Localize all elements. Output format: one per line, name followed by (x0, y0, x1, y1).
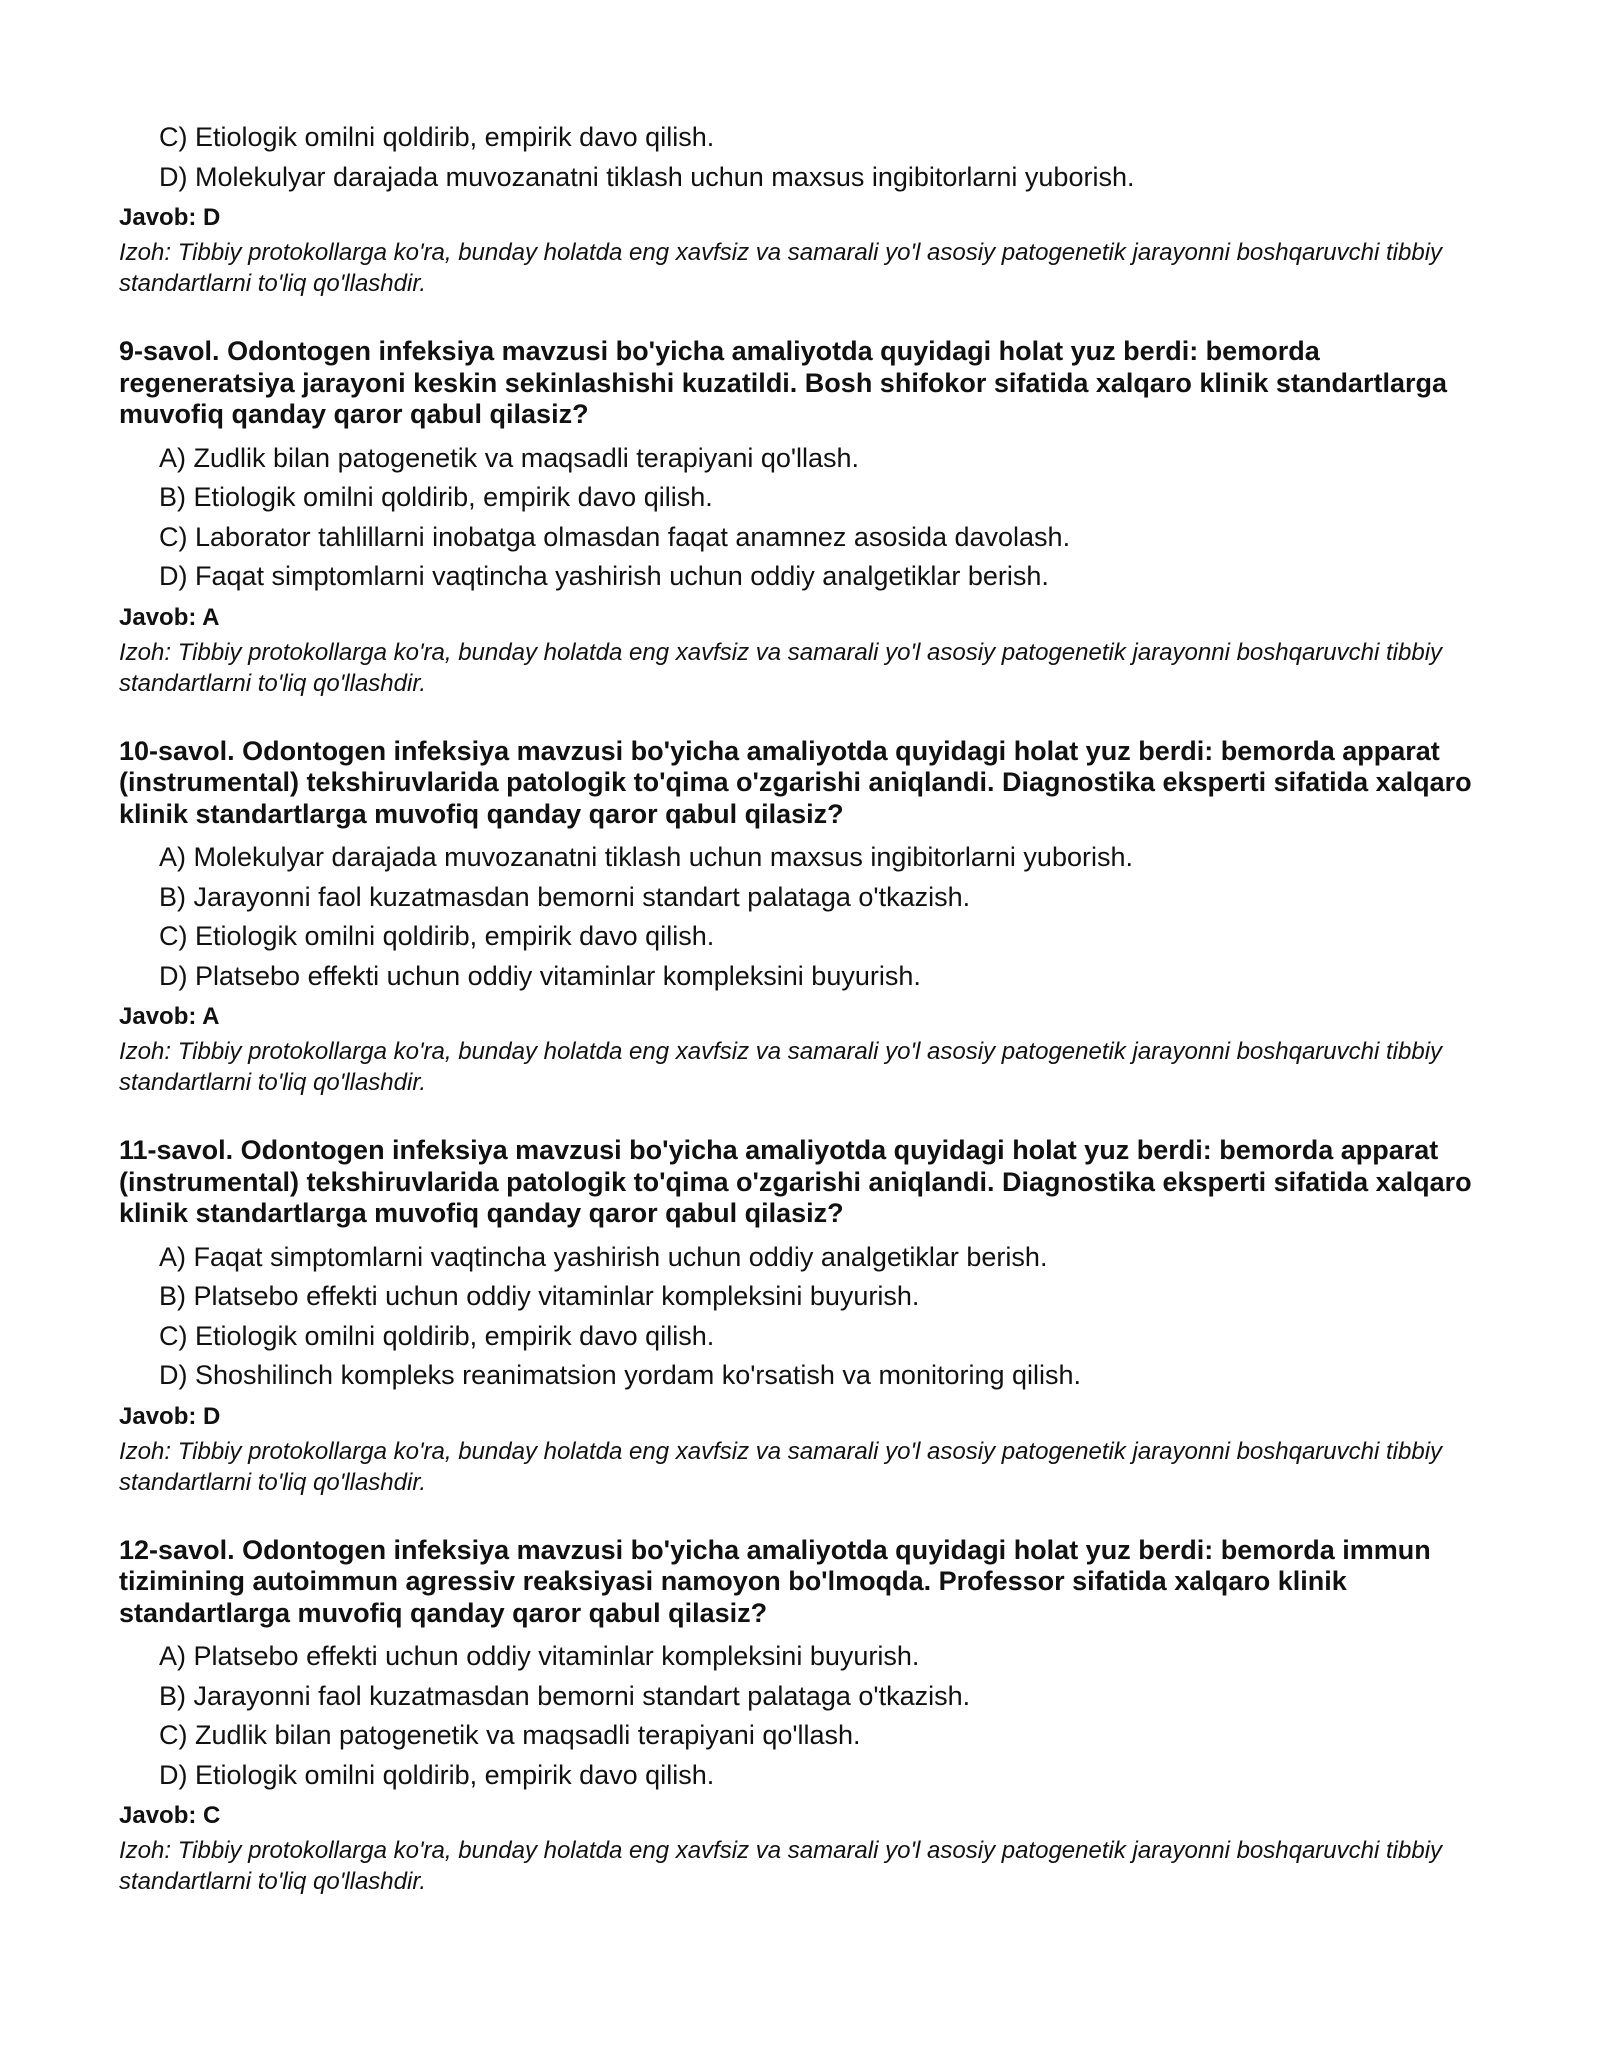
answer: Javob: C (119, 1802, 221, 1829)
option-b: B) Jarayonni faol kuzatmasdan bemorni standart palataga o'tkazish. (159, 1680, 971, 1711)
answer: Javob: D (119, 1402, 221, 1430)
option-a: A) Platsebo effekti uchun oddiy vitaminlar kompleksini buyurish. (159, 1641, 920, 1671)
question-text: Odontogen infeksiya mavzusi bo'yicha amaliyotda quyidagi holat yuz berdi: bemorda apparat (instrumental) tekshiruvlarida patologik to'qima o'zgarishi aniqlandi. Diagnostika eksperti sifatida xalqaro klinik standartlarga muvofiq qanday qaror qabul qilasiz? (119, 735, 1472, 829)
answer: Javob: A (119, 1003, 220, 1030)
question-number: 10-savol. (119, 735, 235, 766)
answer: Javob: A (119, 603, 220, 631)
question-8-continuation (119, 118, 1499, 299)
option-b: B) Jarayonni faol kuzatmasdan bemorni standart palataga o'tkazish. (159, 881, 971, 912)
explanation-note: Izoh: Tibbiy protokollarga ko'ra, bunday holatda eng xavfsiz va samarali yo'l asosiy patogenetik jarayonni boshqaruvchi tibbiy standartlarni to'liq qo'llashdir. (119, 1038, 1443, 1096)
answer: Javob: D (119, 204, 221, 231)
question-text: Odontogen infeksiya mavzusi bo'yicha amaliyotda quyidagi holat yuz berdi: bemorda immun tizimining autoimmun agressiv reaksiyasi namoyon bo'lmoqda. Professor sifatida xalqaro klinik standartlarga muvofiq qanday qaror qabul qilasiz? (119, 1534, 1431, 1628)
option-d: D) Faqat simptomlarni vaqtincha yashirish uchun oddiy analgetiklar berish. (159, 561, 1049, 591)
option-c: C) Zudlik bilan patogenetik va maqsadli terapiyani qo'llash. (159, 1720, 861, 1750)
explanation-note: Izoh: Tibbiy protokollarga ko'ra, bunday holatda eng xavfsiz va samarali yo'l asosiy patogenetik jarayonni boshqaruvchi tibbiy standartlarni to'liq qo'llashdir. (119, 1837, 1443, 1895)
option-a: A) Faqat simptomlarni vaqtincha yashirish uchun oddiy analgetiklar berish. (159, 1241, 1048, 1272)
question-title (119, 736, 1499, 831)
question-number: 12-savol. (119, 1534, 235, 1565)
option-d: D) Shoshilinch kompleks reanimatsion yordam ko'rsatish va monitoring qilish. (159, 1360, 1082, 1390)
document-page (119, 118, 1499, 1897)
question-title (119, 1535, 1499, 1630)
explanation-note: Izoh: Tibbiy protokollarga ko'ra, bunday holatda eng xavfsiz va samarali yo'l asosiy patogenetik jarayonni boshqaruvchi tibbiy standartlarni to'liq qo'llashdir. (119, 1437, 1443, 1496)
question-block-9 (119, 336, 1499, 699)
question-block-12 (119, 1535, 1499, 1898)
explanation-note: Izoh: Tibbiy protokollarga ko'ra, bunday holatda eng xavfsiz va samarali yo'l asosiy patogenetik jarayonni boshqaruvchi tibbiy standartlarni to'liq qo'llashdir. (119, 239, 1443, 297)
question-text: Odontogen infeksiya mavzusi bo'yicha amaliyotda quyidagi holat yuz berdi: bemorda apparat (instrumental) tekshiruvlarida patologik to'qima o'zgarishi aniqlandi. Diagnostika eksperti sifatida xalqaro klinik standartlarga muvofiq qanday qaror qabul qilasiz? (119, 1135, 1472, 1228)
option-d: D) Etiologik omilni qoldirib, empirik davo qilish. (159, 1759, 715, 1790)
question-block-11 (119, 1135, 1499, 1498)
option-d: D) Molekulyar darajada muvozanatni tiklash uchun maxsus ingibitorlarni yuborish. (159, 161, 1135, 192)
explanation-note: Izoh: Tibbiy protokollarga ko'ra, bunday holatda eng xavfsiz va samarali yo'l asosiy patogenetik jarayonni boshqaruvchi tibbiy standartlarni to'liq qo'llashdir. (119, 638, 1443, 697)
question-title (119, 1135, 1499, 1230)
question-number: 11-savol. (119, 1135, 234, 1165)
option-c: C) Etiologik omilni qoldirib, empirik davo qilish. (159, 1320, 715, 1351)
option-b: B) Etiologik omilni qoldirib, empirik davo qilish. (159, 482, 713, 512)
option-a: A) Molekulyar darajada muvozanatni tiklash uchun maxsus ingibitorlarni yuborish. (159, 842, 1133, 872)
question-block-10 (119, 736, 1499, 1099)
option-c: C) Etiologik omilni qoldirib, empirik davo qilish. (159, 921, 715, 951)
question-number: 9-savol. (119, 336, 220, 366)
option-c: C) Etiologik omilni qoldirib, empirik davo qilish. (159, 122, 715, 152)
option-c: C) Laborator tahlillarni inobatga olmasdan faqat anamnez asosida davolash. (159, 521, 1071, 552)
question-title (119, 336, 1499, 431)
option-b: B) Platsebo effekti uchun oddiy vitaminlar kompleksini buyurish. (159, 1281, 920, 1311)
option-a: A) Zudlik bilan patogenetik va maqsadli terapiyani qo'llash. (159, 442, 860, 473)
question-text: Odontogen infeksiya mavzusi bo'yicha amaliyotda quyidagi holat yuz berdi: bemorda regeneratsiya jarayoni keskin sekinlashishi kuzatildi. Bosh shifokor sifatida xalqaro klinik standartlarga muvofiq qanday qaror qabul qilasiz? (119, 336, 1447, 429)
option-d: D) Platsebo effekti uchun oddiy vitaminlar kompleksini buyurish. (159, 960, 921, 991)
